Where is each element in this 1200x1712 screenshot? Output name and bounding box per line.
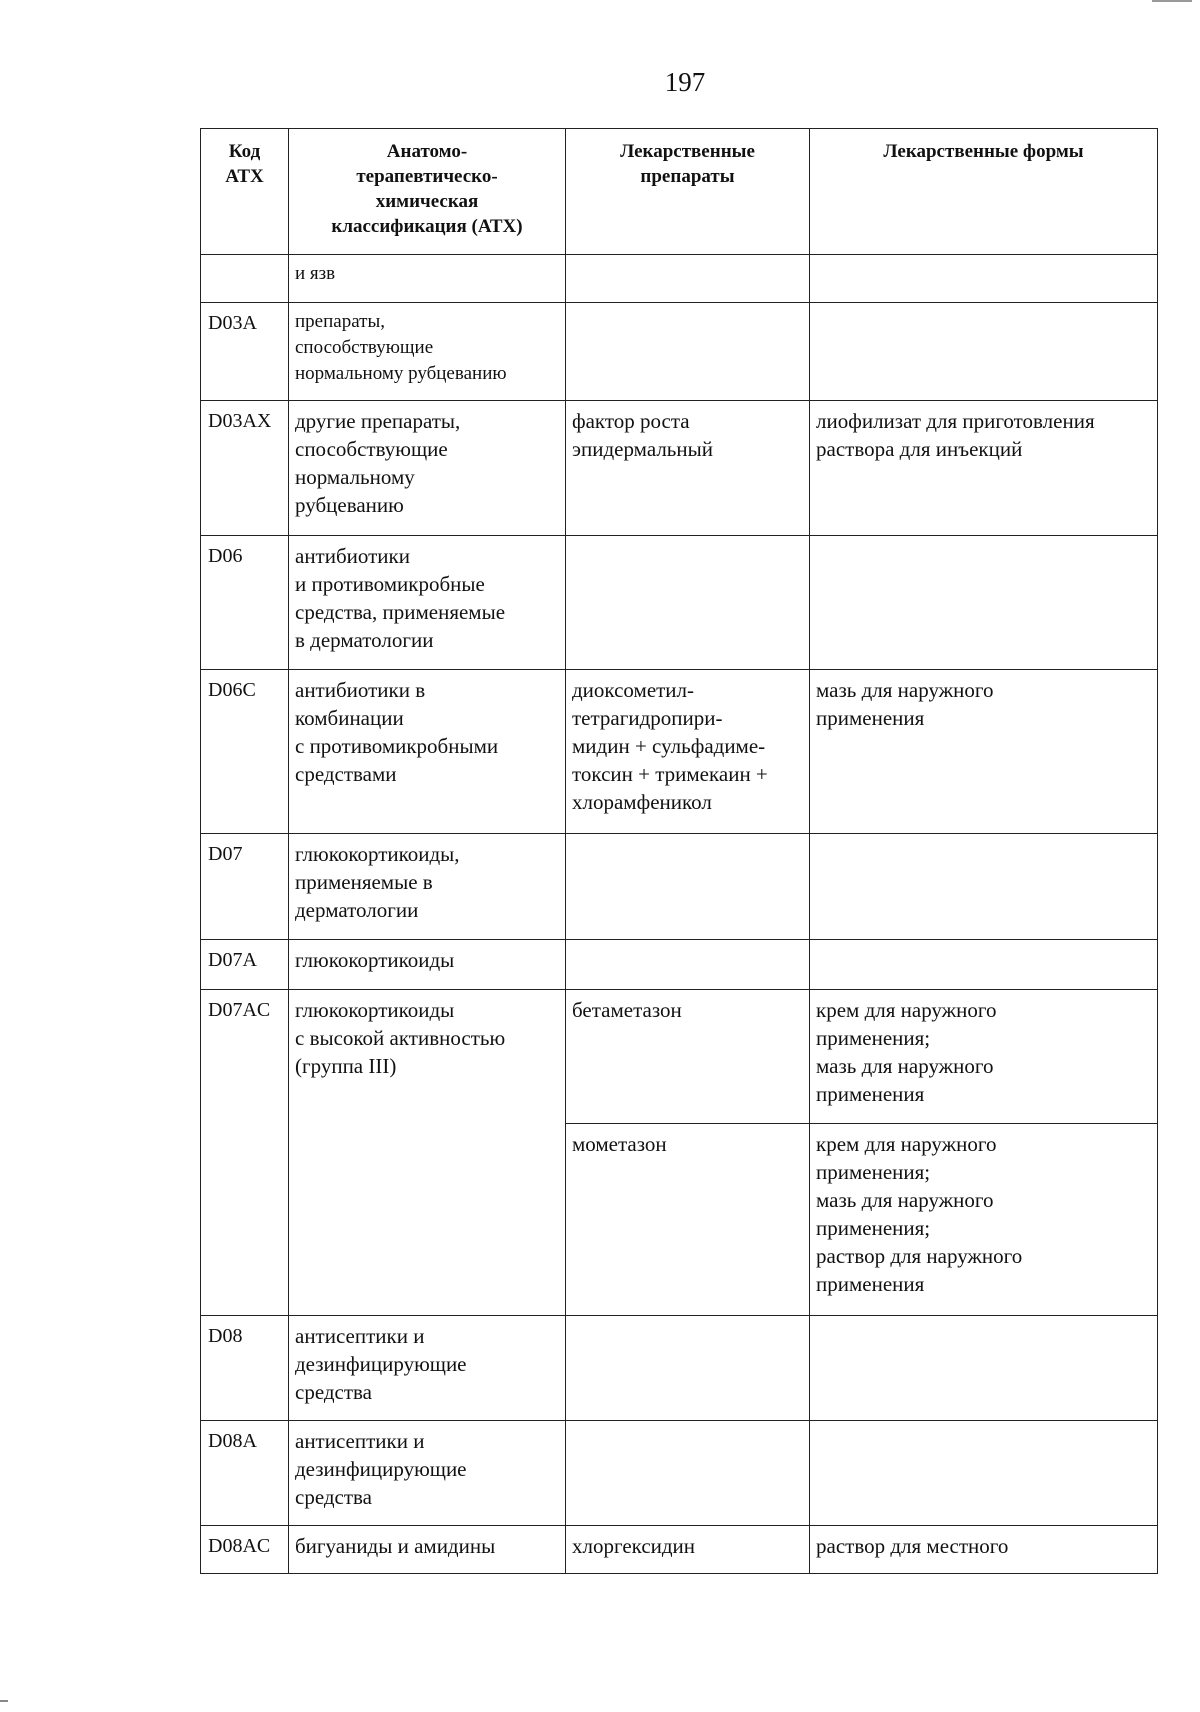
classification-cell [289,1316,566,1421]
table-header-row [201,129,1158,255]
classification-text: глюкокортикоиды, применяемые в дерматологии [295,842,460,922]
scan-artifact-bottom [0,1700,8,1702]
header-drugs: Лекарственные препараты [566,129,810,255]
drug-cell [566,1526,810,1574]
classification-cell [289,536,566,670]
dosage-form-cell [810,401,1158,536]
atc-code-cell [201,1526,289,1574]
drug-cell [566,303,810,401]
drug-cell [566,1421,810,1526]
dosage-form-text: крем для наружного применения; мазь для наружного применения [816,998,997,1106]
drug-text: хлоргексидин [572,1534,696,1558]
atc-code-cell [201,940,289,990]
table-row [201,1316,1158,1421]
atc-code-text: D08A [208,1430,257,1452]
table-row [201,940,1158,990]
drug-cell [566,670,810,834]
drug-cell [566,401,810,536]
drug-cell [566,940,810,990]
header-dosage-forms: Лекарственные формы [810,129,1158,255]
drug-cell [566,834,810,940]
classification-cell [289,1526,566,1574]
dosage-form-cell [810,1421,1158,1526]
classification-text: антисептики и дезинфицирующие средства [295,1324,467,1404]
table-row [201,1421,1158,1526]
atc-code-text: D08 [208,1325,243,1347]
classification-text: бигуаниды и амидины [295,1534,496,1558]
classification-cell [289,990,566,1316]
table-row [201,255,1158,303]
classification-text: антибиотики и противомикробные средства, применяемые в дерматологии [295,544,506,652]
classification-cell [289,303,566,401]
atc-code-cell [201,255,289,303]
atc-code-cell [201,834,289,940]
dosage-form-cell [810,536,1158,670]
drug-cell [566,990,810,1124]
table-row [201,303,1158,401]
classification-cell [289,401,566,536]
dosage-form-cell [810,1316,1158,1421]
table-row [201,401,1158,536]
classification-text: и язв [295,263,336,284]
dosage-form-cell [810,1526,1158,1574]
table-row [201,990,1158,1124]
classification-cell [289,834,566,940]
classification-cell [289,255,566,303]
atc-code-text: D03AX [208,410,272,432]
drug-text: диоксометил- тетрагидропири- мидин + сульфадиме- токсин + тримекаин + хлорамфеникол [572,678,768,814]
classification-text: другие препараты, способствующие нормальному рубцеванию [295,409,461,517]
atc-code-cell [201,536,289,670]
atc-code-cell [201,401,289,536]
table-body [201,255,1158,1574]
dosage-form-text: крем для наружного применения; мазь для наружного применения; раствор для наружного применения [816,1132,1023,1296]
dosage-form-text: лиофилизат для приготовления раствора для инъекций [816,409,1095,461]
atc-code-text: D07 [208,843,243,865]
classification-text: препараты, способствующие нормальному рубцеванию [295,311,507,384]
atc-code-cell [201,990,289,1316]
table-row [201,1526,1158,1574]
atc-code-cell [201,670,289,834]
atc-code-cell [201,1421,289,1526]
classification-text: глюкокортикоиды [295,948,455,972]
classification-text: глюкокортикоиды с высокой активностью (группа III) [295,998,506,1078]
table-row [201,834,1158,940]
atc-code-text: D07AC [208,999,271,1021]
drug-cell [566,1316,810,1421]
atc-code-text: D03A [208,312,257,334]
classification-text: антибиотики в комбинации с противомикробными средствами [295,678,499,786]
atc-code-text: D07A [208,949,257,971]
classification-cell [289,1421,566,1526]
atc-code-cell [201,303,289,401]
drug-cell [566,536,810,670]
dosage-form-text: мазь для наружного применения [816,678,994,730]
dosage-form-cell [810,255,1158,303]
atc-code-cell [201,1316,289,1421]
table-row [201,536,1158,670]
header-atc-classification: Анатомо- терапевтическо- химическая классификация (АТХ) [289,129,566,255]
header-atc-code: Код АТХ [201,129,289,255]
drug-text: бетаметазон [572,998,682,1022]
dosage-form-cell [810,670,1158,834]
dosage-form-cell [810,990,1158,1124]
atc-code-text: D06C [208,679,256,701]
dosage-form-cell [810,940,1158,990]
drug-cell [566,255,810,303]
scan-artifact-top [1152,0,1192,2]
drug-cell [566,1124,810,1316]
dosage-form-cell [810,303,1158,401]
drug-text: мометазон [572,1132,667,1156]
dosage-form-cell [810,1124,1158,1316]
atc-drug-table [200,128,1158,1574]
drug-text: фактор роста эпидермальный [572,409,713,461]
atc-code-text: D08AC [208,1535,271,1557]
table-row [201,670,1158,834]
classification-cell [289,940,566,990]
classification-text: антисептики и дезинфицирующие средства [295,1429,467,1509]
dosage-form-cell [810,834,1158,940]
page-number: 197 [664,67,706,97]
classification-cell [289,670,566,834]
dosage-form-text: раствор для местного [816,1534,1009,1558]
atc-code-text: D06 [208,545,243,567]
